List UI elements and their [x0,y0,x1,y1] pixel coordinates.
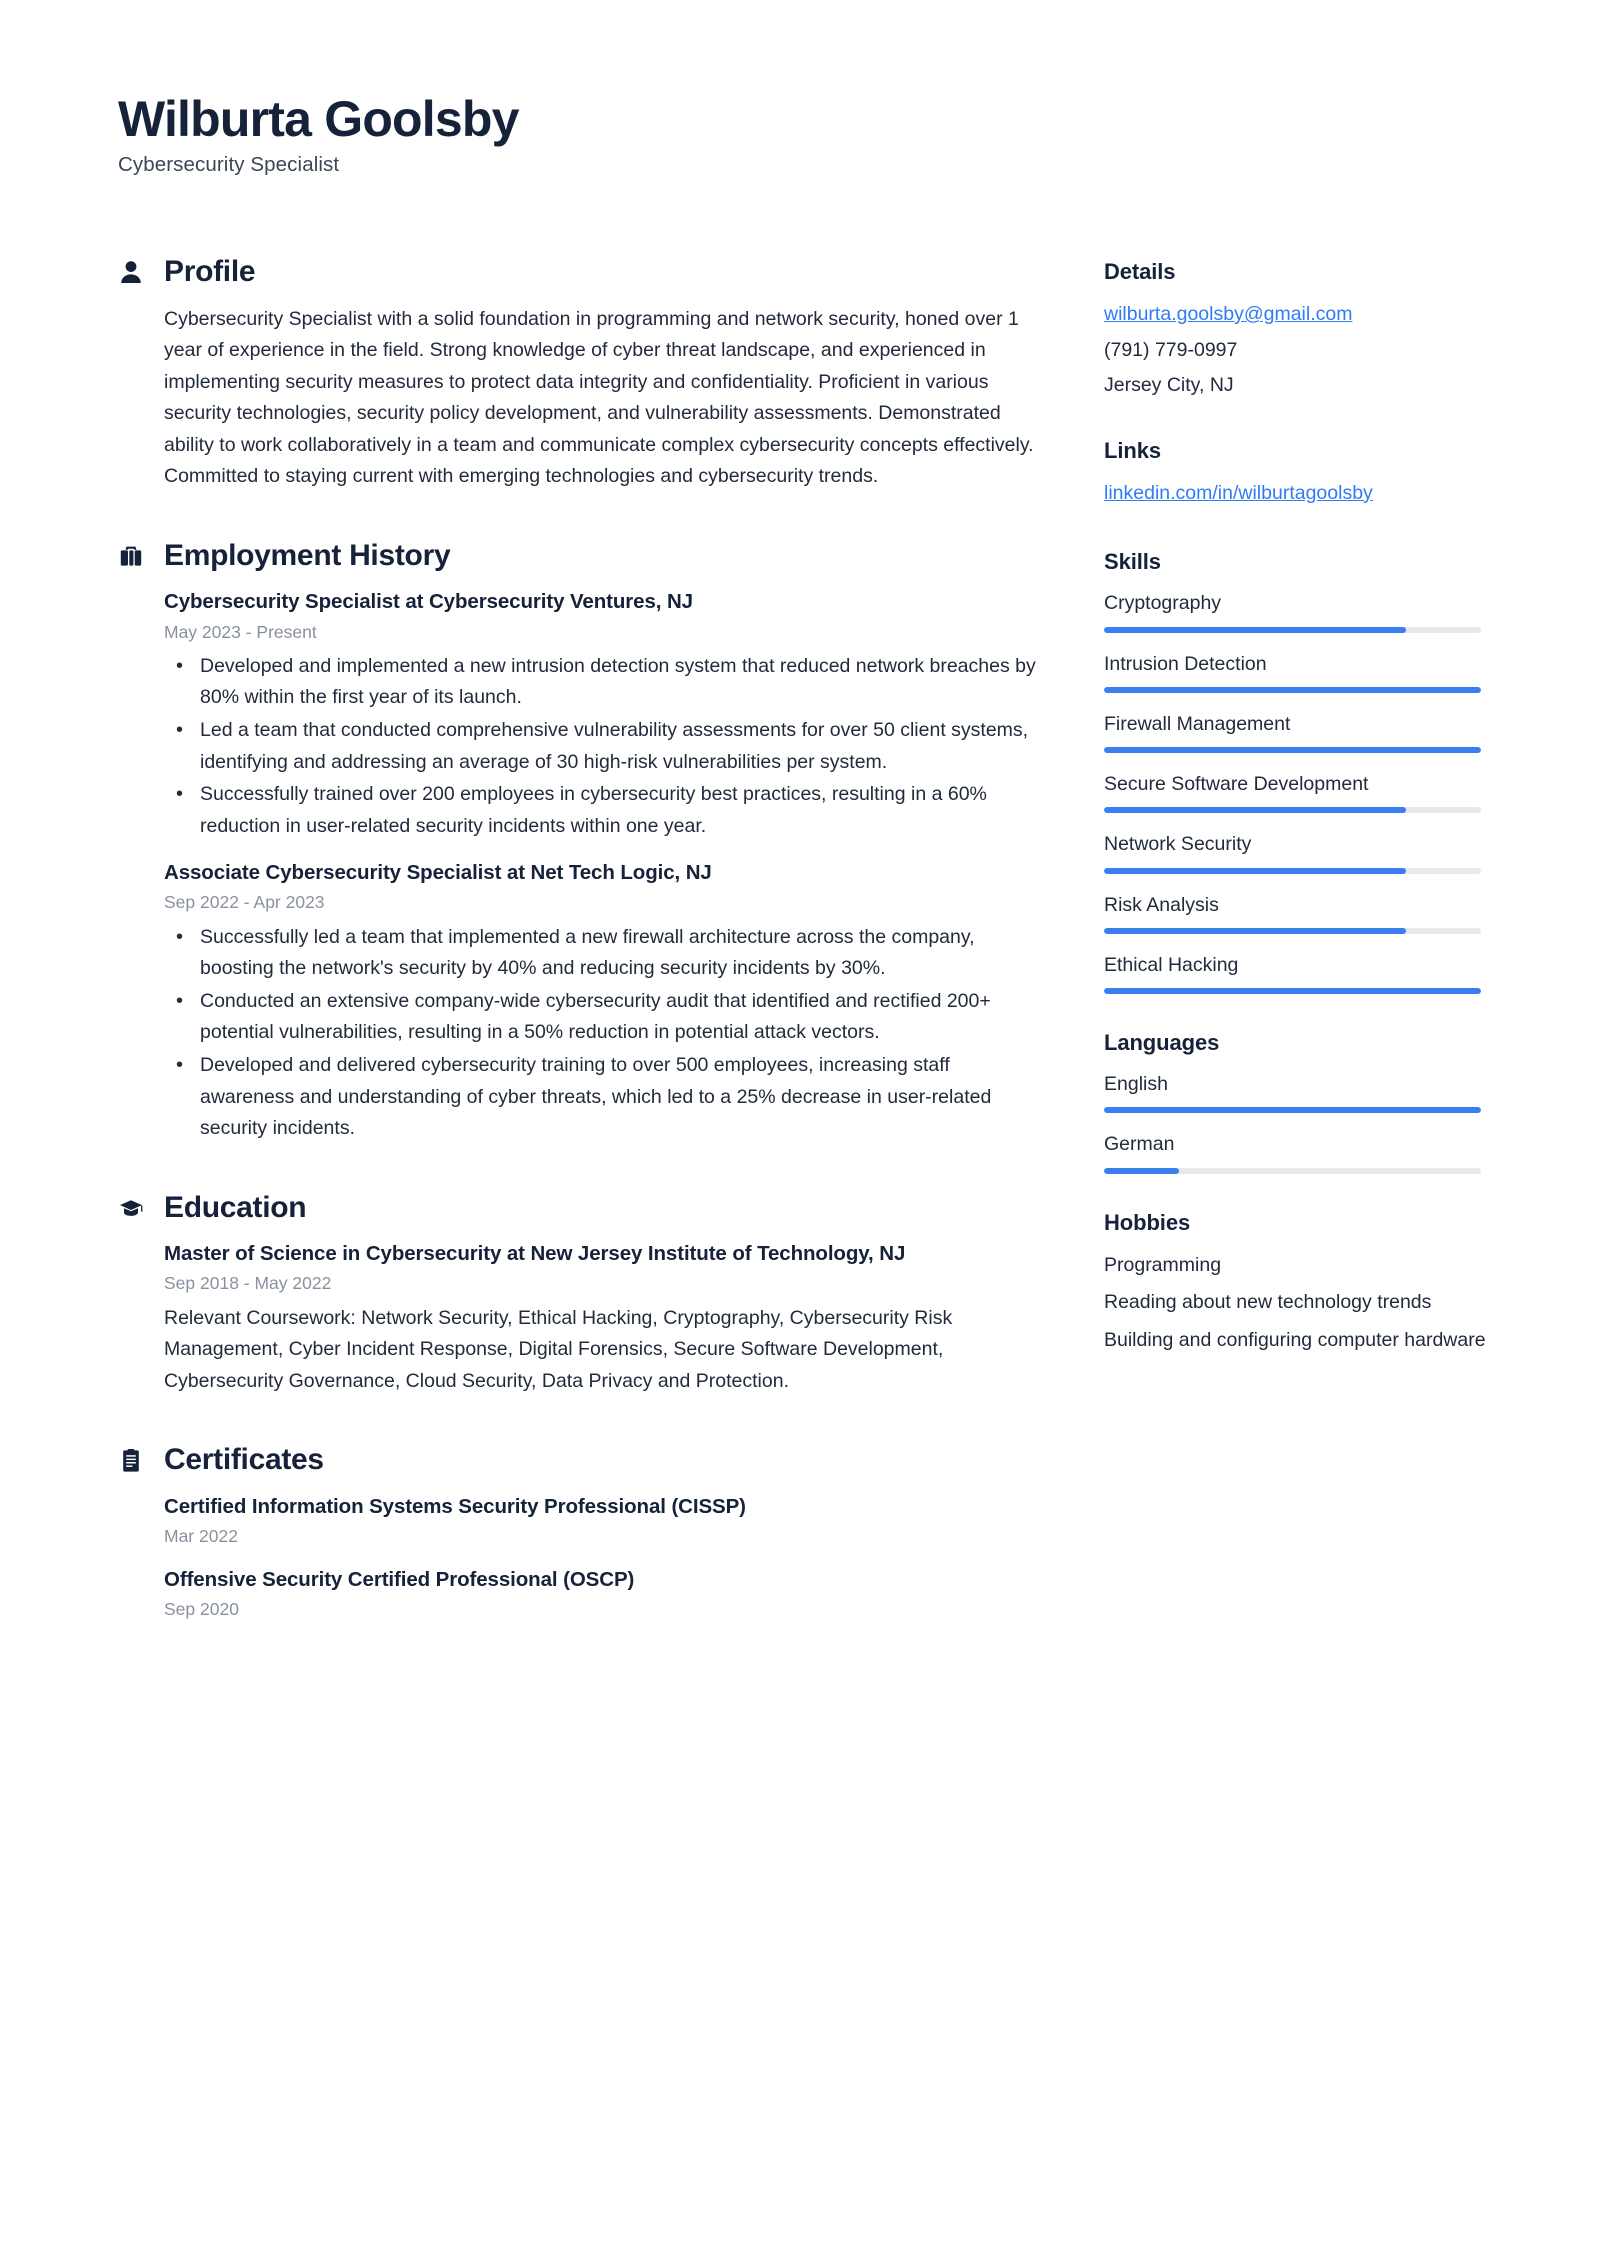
employment-heading [118,539,1048,574]
bullet-item: • Conducted an extensive company-wide cybersecurity audit that identified and rectified 200+ potential vulnerabilities, resulting in a 50% reduction in potential attack vectors. [164,986,1048,1049]
certificate-entry-title: Offensive Security Certified Professional (OSCP) [164,1568,635,1592]
skill-meter [1104,868,1481,874]
profile-text: Cybersecurity Specialist with a solid foundation in programming and network security, honed over 1 year of experience in the field. Strong knowledge of cyber threat landscape, and experienced in implementing security measures to protect data integrity and confidentiality. Proficient in various security technologies, security policy development, and vulnerability assessments. Demonstrated ability to work collaboratively in a team and communicate complex cybersecurity concepts effectively. Committed to staying current with emerging technologies and cybersecurity trends. [164,307,1034,488]
skill-label: Risk Analysis [1104,893,1219,916]
section-title-employment: Employment History [164,538,451,572]
skill-meter [1104,627,1481,633]
certificate-entry-date: Mar 2022 [164,1525,238,1546]
phone-text: (791) 779-0997 [1104,338,1238,361]
candidate-job-title: Cybersecurity Specialist [118,153,340,176]
profile-body [118,304,1048,493]
sidebar-hobbies [1104,1210,1494,1357]
skill-item [1104,830,1494,873]
certificate-entry [164,1565,1048,1622]
sidebar-title-links: Links [1104,437,1161,463]
skill-meter-fill [1104,687,1481,693]
sidebar-details [1104,259,1494,402]
language-label: German [1104,1133,1175,1156]
employment-entry-date: May 2023 - Present [164,621,317,642]
certificates-heading [118,1443,1048,1478]
language-meter-fill [1104,1168,1179,1174]
employment-entry-title: Cybersecurity Specialist at Cybersecurity Ventures, NJ [164,590,693,614]
skill-meter-fill [1104,988,1481,994]
main-column [118,255,1048,1623]
employment-body [118,587,1048,1144]
employment-entry-title: Associate Cybersecurity Specialist at Net Tech Logic, NJ [164,861,712,885]
education-entry [164,1239,1048,1397]
bullet-item: • Successfully trained over 200 employees in cybersecurity best practices, resulting in a 60% reduction in user-related security incidents within one year. [164,779,1048,842]
education-entry-title: Master of Science in Cybersecurity at New Jersey Institute of Technology, NJ [164,1242,906,1266]
education-heading [118,1191,1048,1226]
skill-label: Intrusion Detection [1104,652,1267,675]
skill-label: Ethical Hacking [1104,953,1239,976]
skill-meter-fill [1104,747,1481,753]
section-title-profile: Profile [164,255,256,288]
skill-meter [1104,807,1481,813]
sidebar-languages [1104,1030,1494,1174]
sidebar-column [1104,255,1494,1392]
employment-entry [164,858,1048,1144]
skill-meter [1104,687,1481,693]
profile-heading [118,255,1048,290]
skill-meter [1104,988,1481,994]
education-body [118,1239,1048,1397]
clipboard-icon [118,1446,144,1476]
certificate-entry-date: Sep 2020 [164,1599,239,1620]
linkedin-link[interactable]: linkedin.com/in/wilburtagoolsby [1104,481,1373,504]
skill-meter-fill [1104,807,1406,813]
skill-item [1104,650,1494,693]
language-label: English [1104,1073,1168,1096]
hobby-item: Building and configuring computer hardware [1104,1328,1486,1351]
skill-meter-fill [1104,928,1406,934]
bullet-item: • Developed and implemented a new intrusion detection system that reduced network breaches by 80% within the first year of its launch. [164,651,1048,714]
employment-entry-bullets [164,922,1048,1145]
person-icon [118,257,144,287]
sidebar-title-skills: Skills [1104,549,1161,575]
email-link[interactable]: wilburta.goolsby@gmail.com [1104,303,1353,325]
sidebar-title-details: Details [1104,259,1176,284]
skill-item [1104,710,1494,753]
education-entry-description: Relevant Coursework: Network Security, Ethical Hacking, Cryptography, Cybersecurity Risk Management, Cyber Incident Response, Digital Forensics, Secure Software Development, Cybersecurity Governance, Cloud Security, Data Privacy and Protection. [164,1306,953,1392]
skill-label: Network Security [1104,833,1252,856]
skill-item [1104,589,1494,632]
graduation-cap-icon [118,1193,144,1223]
skill-label: Secure Software Development [1104,773,1369,796]
language-meter [1104,1107,1481,1113]
skill-item [1104,951,1494,994]
employment-entry [164,587,1048,842]
section-employment-history [118,539,1048,1145]
sidebar-links [1104,438,1494,514]
section-profile [118,255,1048,493]
skill-label: Firewall Management [1104,712,1291,735]
language-item [1104,1130,1494,1173]
section-education [118,1191,1048,1398]
bullet-item: • Developed and delivered cybersecurity training to over 500 employees, increasing staff awareness and understanding of cyber threats, which led to a 25% decrease in user-related security incidents. [164,1050,1048,1145]
hobby-item: Programming [1104,1253,1222,1276]
language-meter [1104,1168,1481,1174]
certificates-body [118,1492,1048,1623]
sidebar-skills [1104,549,1494,994]
sidebar-title-languages: Languages [1104,1030,1220,1056]
briefcase-icon [118,541,144,571]
resume-header [118,92,1488,177]
candidate-name: Wilburta Goolsby [118,91,519,147]
bullet-item: • Successfully led a team that implemented a new firewall architecture across the company, boosting the network's security by 40% and reducing security incidents by 30%. [164,922,1048,985]
section-certificates [118,1443,1048,1622]
skill-meter [1104,928,1481,934]
education-entry-date: Sep 2018 - May 2022 [164,1273,332,1294]
skill-meter [1104,747,1481,753]
bullet-item: • Led a team that conducted comprehensive vulnerability assessments for over 50 client systems, identifying and addressing an average of 30 high-risk vulnerabilities per system. [164,715,1048,778]
sidebar-title-hobbies: Hobbies [1104,1209,1191,1235]
resume-columns [118,255,1488,1623]
section-title-education: Education [164,1190,307,1224]
skill-label: Cryptography [1104,592,1222,615]
certificate-entry [164,1492,1048,1549]
certificate-entry-title: Certified Information Systems Security Professional (CISSP) [164,1494,746,1518]
location-text: Jersey City, NJ [1104,374,1234,397]
skill-item [1104,891,1494,934]
skill-item [1104,770,1494,813]
hobby-item: Reading about new technology trends [1104,1291,1432,1314]
language-item [1104,1070,1494,1113]
skill-meter-fill [1104,627,1406,633]
employment-entry-bullets [164,651,1048,842]
skill-meter-fill [1104,868,1406,874]
language-meter-fill [1104,1107,1481,1113]
employment-entry-date: Sep 2022 - Apr 2023 [164,892,325,913]
section-title-certificates: Certificates [164,1443,324,1477]
